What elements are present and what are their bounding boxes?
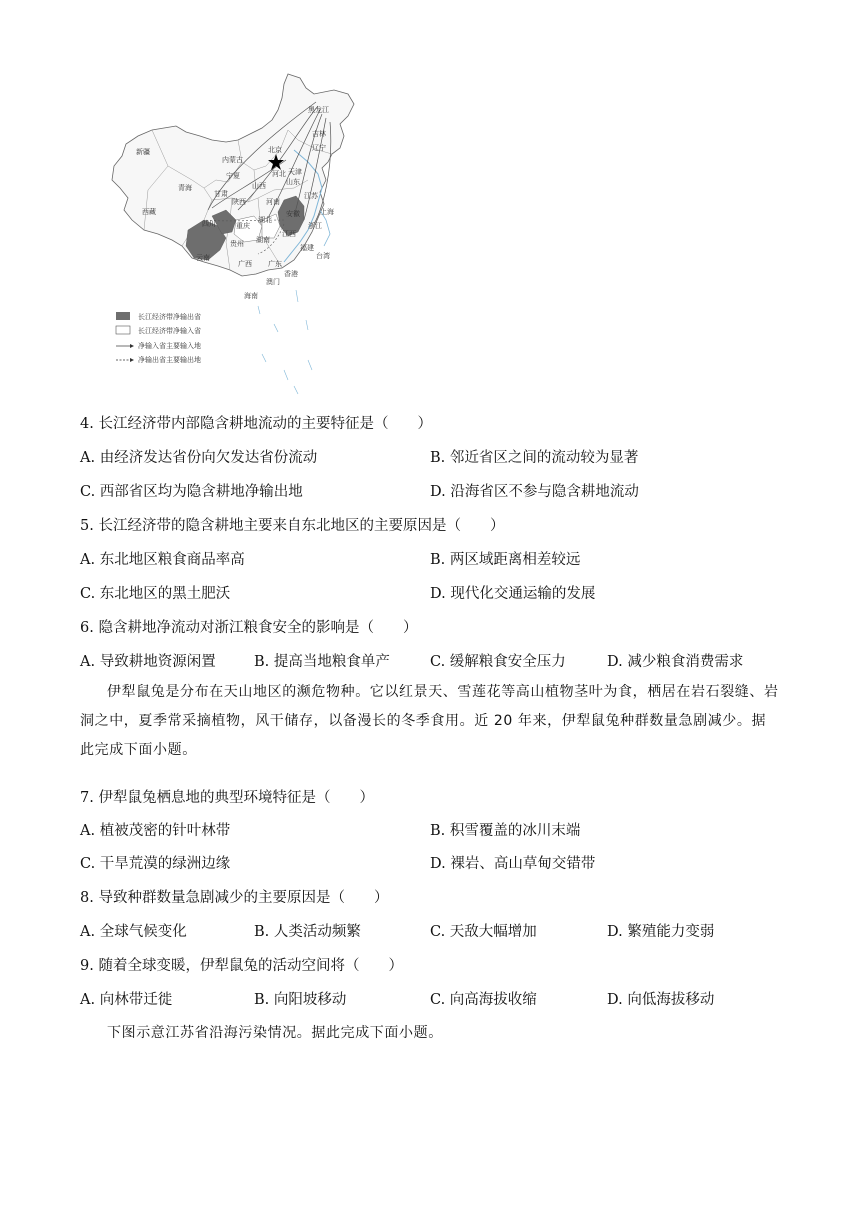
map-label: 重庆 bbox=[236, 222, 250, 230]
option[interactable]: C. 缓解粮食安全压力 bbox=[430, 654, 566, 670]
map-legend bbox=[116, 312, 201, 364]
option[interactable]: D. 向低海拔移动 bbox=[607, 992, 715, 1008]
option[interactable]: D. 减少粮食消费需求 bbox=[607, 654, 744, 670]
map-label: 北京 bbox=[268, 146, 282, 154]
option[interactable]: B. 提高当地粮食单产 bbox=[254, 654, 390, 670]
passage: 下图示意江苏省沿海污染情况。据此完成下面小题。 bbox=[107, 1025, 443, 1041]
question-stem: 5. 长江经济带的隐含耕地主要来自东北地区的主要原因是（ ） bbox=[80, 518, 505, 534]
map-label: 山东 bbox=[286, 178, 300, 186]
map-label: 江西 bbox=[282, 230, 296, 238]
legend-label: 长江经济带净输出省 bbox=[138, 313, 201, 321]
map-label: 黑龙江 bbox=[308, 106, 329, 114]
map-label: 云南 bbox=[196, 254, 210, 262]
option[interactable]: C. 干旱荒漠的绿洲边缘 bbox=[80, 856, 231, 872]
option[interactable]: A. 由经济发达省份向欠发达省份流动 bbox=[80, 450, 318, 466]
map-label: 海南 bbox=[244, 292, 258, 300]
map-label: 安徽 bbox=[286, 210, 300, 218]
passage: 伊犁鼠兔是分布在天山地区的濒危物种。它以红景天、雪莲花等高山植物茎叶为食，栖居在岩石裂缝、岩洞之中，夏季常采摘植物，风干储存，以备漫长的冬季食用。近 20 年来，伊犁鼠兔种群数量急剧减少。据此完成下面小题。 bbox=[80, 684, 779, 758]
option[interactable]: B. 积雪覆盖的冰川末端 bbox=[430, 823, 581, 839]
map-label: 河北 bbox=[272, 170, 286, 178]
map-label: 福建 bbox=[300, 244, 314, 252]
map-label: 山西 bbox=[252, 182, 266, 190]
map-label: 上海 bbox=[320, 208, 334, 216]
map-label: 澳门 bbox=[266, 278, 280, 286]
option[interactable]: D. 裸岩、高山草甸交错带 bbox=[430, 856, 596, 872]
map-label: 吉林 bbox=[312, 130, 326, 138]
option[interactable]: B. 两区域距离相差较远 bbox=[430, 552, 581, 568]
option[interactable]: A. 东北地区粮食商品率高 bbox=[80, 552, 245, 568]
option[interactable]: C. 天敌大幅增加 bbox=[430, 924, 537, 940]
option[interactable]: A. 全球气候变化 bbox=[80, 924, 187, 940]
map-label: 新疆 bbox=[136, 148, 150, 156]
option[interactable]: C. 东北地区的黑土肥沃 bbox=[80, 586, 231, 602]
option[interactable]: D. 繁殖能力变弱 bbox=[607, 924, 715, 940]
map-label: 江苏 bbox=[304, 192, 318, 200]
map-label: 宁夏 bbox=[226, 172, 240, 180]
map-label: 甘肃 bbox=[214, 190, 228, 198]
option[interactable]: C. 向高海拔收缩 bbox=[430, 992, 537, 1008]
option[interactable]: B. 邻近省区之间的流动较为显著 bbox=[430, 450, 639, 466]
map-label: 湖南 bbox=[256, 236, 270, 244]
map-label: 天津 bbox=[288, 168, 302, 176]
question-stem: 8. 导致种群数量急剧减少的主要原因是（ ） bbox=[80, 890, 389, 906]
map-label: 河南 bbox=[266, 198, 280, 206]
map-label: 香港 bbox=[284, 270, 298, 278]
map-label: 浙江 bbox=[308, 222, 322, 230]
option[interactable]: D. 现代化交通运输的发展 bbox=[430, 586, 596, 602]
question-stem: 6. 隐含耕地净流动对浙江粮食安全的影响是（ ） bbox=[80, 620, 418, 636]
option[interactable]: B. 人类活动频繁 bbox=[254, 924, 361, 940]
map-label: 西藏 bbox=[142, 208, 156, 216]
option[interactable]: B. 向阳坡移动 bbox=[254, 992, 347, 1008]
map-label: 广东 bbox=[268, 260, 282, 268]
option[interactable]: D. 沿海省区不参与隐含耕地流动 bbox=[430, 484, 639, 500]
map-label: 湖北 bbox=[258, 216, 272, 224]
question-stem: 7. 伊犁鼠兔栖息地的典型环境特征是（ ） bbox=[80, 790, 374, 806]
map-label: 四川 bbox=[202, 220, 216, 228]
map-label: 贵州 bbox=[230, 240, 244, 248]
map-label: 青海 bbox=[178, 184, 192, 192]
map-label: 辽宁 bbox=[312, 144, 326, 152]
legend-label: 长江经济带净输入省 bbox=[138, 327, 201, 335]
map-label: 陕西 bbox=[232, 198, 246, 206]
legend-label: 净输出省主要输出地 bbox=[138, 356, 201, 364]
map-label: 台湾 bbox=[316, 252, 330, 260]
map-label: 内蒙古 bbox=[222, 156, 243, 164]
china-map-figure bbox=[108, 70, 364, 396]
option[interactable]: A. 导致耕地资源闲置 bbox=[80, 654, 216, 670]
option[interactable]: C. 西部省区均为隐含耕地净输出地 bbox=[80, 484, 303, 500]
option[interactable]: A. 向林带迁徙 bbox=[80, 992, 173, 1008]
legend-label: 净输入省主要输入地 bbox=[138, 342, 201, 350]
map-label: 广西 bbox=[238, 260, 252, 268]
option[interactable]: A. 植被茂密的针叶林带 bbox=[80, 823, 231, 839]
question-stem: 9. 随着全球变暖，伊犁鼠兔的活动空间将（ ） bbox=[80, 958, 403, 974]
question-stem: 4. 长江经济带内部隐含耕地流动的主要特征是（ ） bbox=[80, 416, 432, 432]
